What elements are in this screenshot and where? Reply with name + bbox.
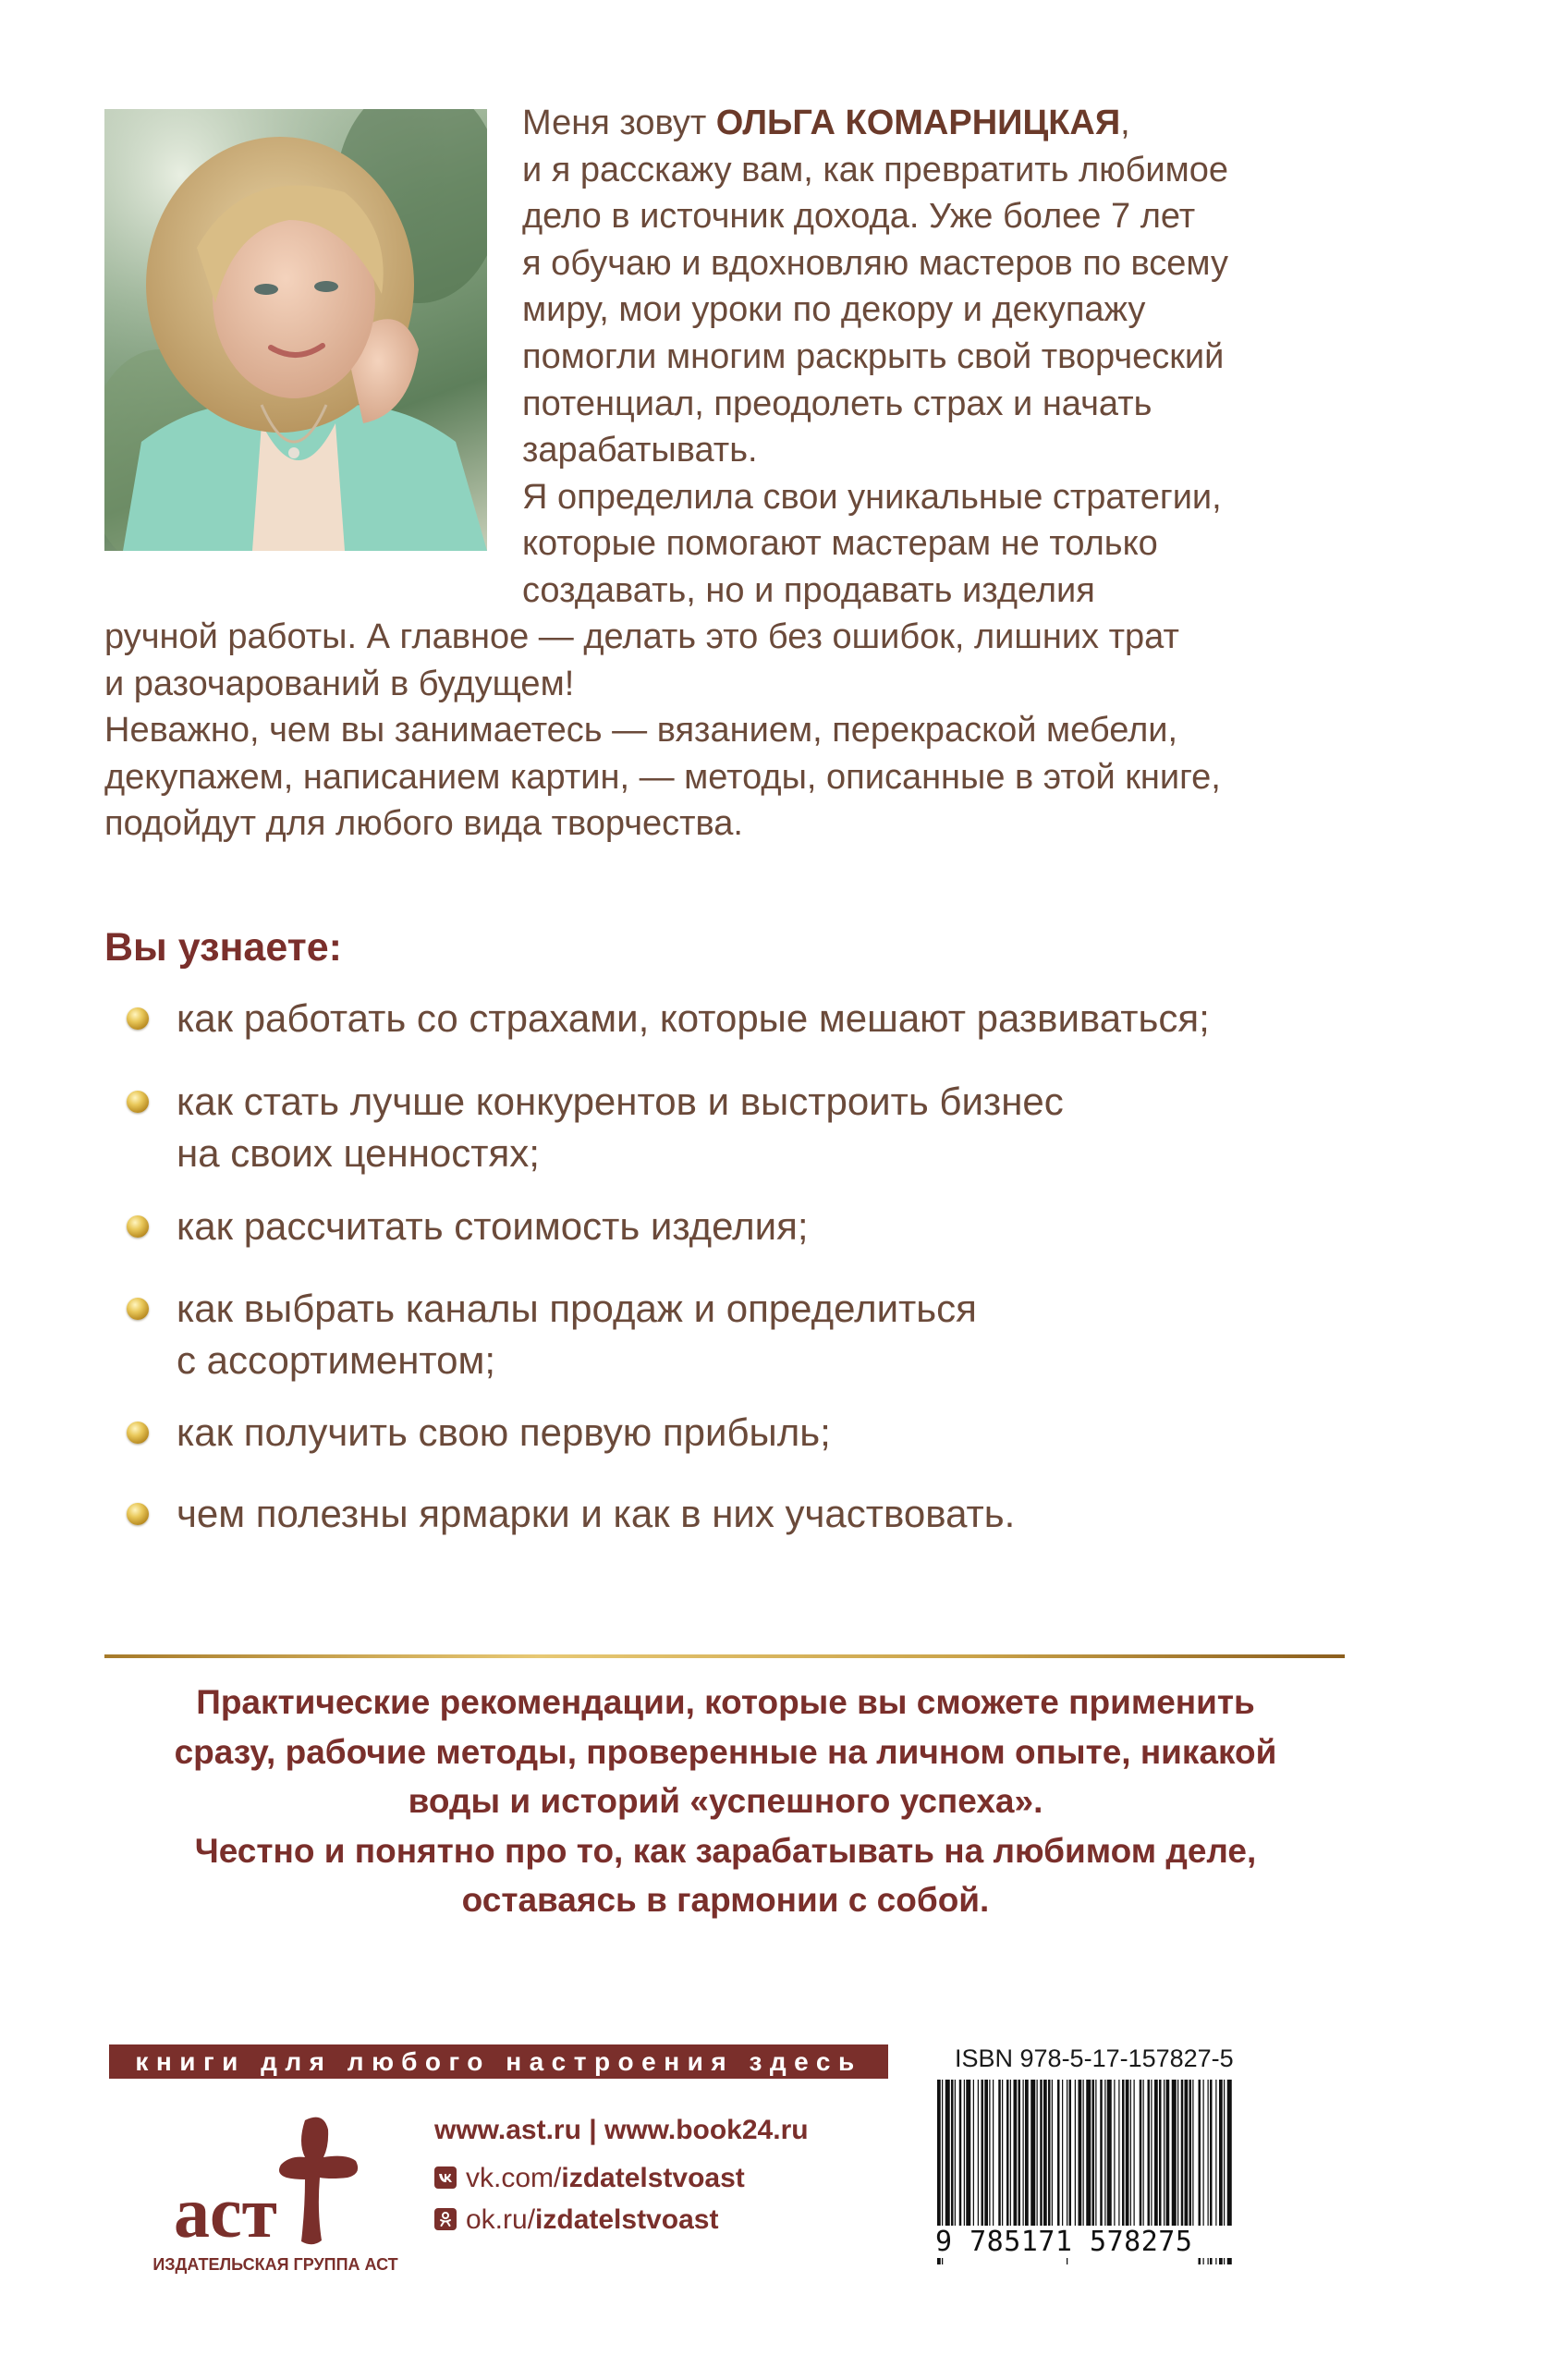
ok-link[interactable]: ok.ru/izdatelstvoast	[434, 2204, 718, 2238]
gold-divider	[104, 1654, 1345, 1658]
intro-text-top	[522, 100, 1446, 615]
summary-line: сразу, рабочие методы, проверенные на личном опыте, никакой	[174, 1732, 1277, 1771]
gold-bullet-icon	[127, 1422, 149, 1444]
vk-icon	[434, 2166, 457, 2189]
intro-line: Неважно, чем вы занимаетесь — вязанием, перекраской мебели,	[104, 711, 1178, 751]
intro-line: Я определила свои уникальные стратегии,	[522, 477, 1222, 517]
intro-line: зарабатывать.	[522, 431, 758, 470]
summary-block	[55, 1678, 1396, 1925]
tagline-bar: книги для любого настроения здесь	[109, 2044, 888, 2079]
intro-line: которые помогают мастерам не только	[522, 524, 1158, 564]
intro-line: миру, мои уроки по декору и декупажу	[522, 290, 1146, 330]
learn-item-text	[177, 1076, 1378, 1179]
intro-line: дело в источник дохода. Уже более 7 лет	[522, 197, 1196, 237]
intro-line: декупажем, написанием картин, — методы, описанные в этой книге,	[104, 757, 1221, 797]
learn-item-line: на своих ценностях;	[177, 1131, 540, 1175]
summary-line: Честно и понятно про то, как зарабатывать на любимом деле,	[194, 1831, 1257, 1870]
intro-line: и я расскажу вам, как превратить любимое	[522, 150, 1229, 189]
learn-item-line: как стать лучше конкурентов и выстроить бизнес	[177, 1080, 1064, 1123]
ok-icon	[434, 2208, 457, 2230]
summary-line: Практические рекомендации, которые вы сможете применить	[196, 1683, 1255, 1721]
learn-item-text	[177, 993, 1378, 1044]
intro-line: ручной работы. А главное — делать это без ошибок, лишних трат	[104, 617, 1179, 656]
learn-item-line: с ассортиментом;	[177, 1338, 496, 1382]
intro-text-bottom	[104, 614, 1398, 848]
learn-item-line: как получить свою первую прибыль;	[177, 1410, 831, 1454]
summary-line: воды и историй «успешного успеха».	[408, 1782, 1043, 1820]
intro-line: и разочарований в будущем!	[104, 664, 575, 703]
intro-line: помогли многим раскрыть свой творческий	[522, 336, 1225, 376]
ast-logo	[166, 2109, 379, 2257]
gold-bullet-icon	[127, 1007, 149, 1030]
intro-line: потенциал, преодолеть страх и начать	[522, 384, 1152, 423]
learn-heading: Вы узнаете:	[104, 925, 342, 970]
isbn-label: ISBN 978-5-17-157827-5	[955, 2044, 1234, 2072]
intro-line-1: Меня зовут ОЛЬГА КОМАРНИЦКАЯ,	[522, 104, 1130, 142]
publisher-sites[interactable]: www.ast.ru | www.book24.ru	[434, 2115, 809, 2145]
intro-line: я обучаю и вдохновляю мастеров по всему	[522, 243, 1228, 283]
author-photo	[104, 109, 487, 551]
gold-bullet-icon	[127, 1091, 149, 1113]
gold-bullet-icon	[127, 1503, 149, 1525]
learn-item-text	[177, 1488, 1378, 1540]
learn-item-text	[177, 1201, 1378, 1252]
vk-link[interactable]: vk.com/izdatelstvoast	[434, 2163, 745, 2196]
learn-item-text	[177, 1283, 1378, 1386]
intro-line: подойдут для любого вида творчества.	[104, 804, 743, 844]
publisher-name: ИЗДАТЕЛЬСКАЯ ГРУППА АСТ	[152, 2255, 398, 2274]
learn-item-line: как выбрать каналы продаж и определиться	[177, 1287, 977, 1330]
summary-line: оставаясь в гармонии с собой.	[461, 1881, 990, 1919]
learn-item-text	[177, 1407, 1378, 1459]
gold-bullet-icon	[127, 1298, 149, 1320]
barcode-digits: 9 785171 578275	[933, 2226, 1237, 2258]
learn-item-line: чем полезны ярмарки и как в них участвовать.	[177, 1492, 1016, 1535]
learn-item-line: как работать со страхами, которые мешают развиваться;	[177, 996, 1210, 1040]
intro-line: создавать, но и продавать изделия	[522, 570, 1095, 610]
logo-text: аст	[174, 2172, 277, 2252]
gold-bullet-icon	[127, 1215, 149, 1238]
learn-item-line: как рассчитать стоимость изделия;	[177, 1204, 809, 1248]
author-name: ОЛЬГА КОМАРНИЦКАЯ	[715, 104, 1121, 142]
